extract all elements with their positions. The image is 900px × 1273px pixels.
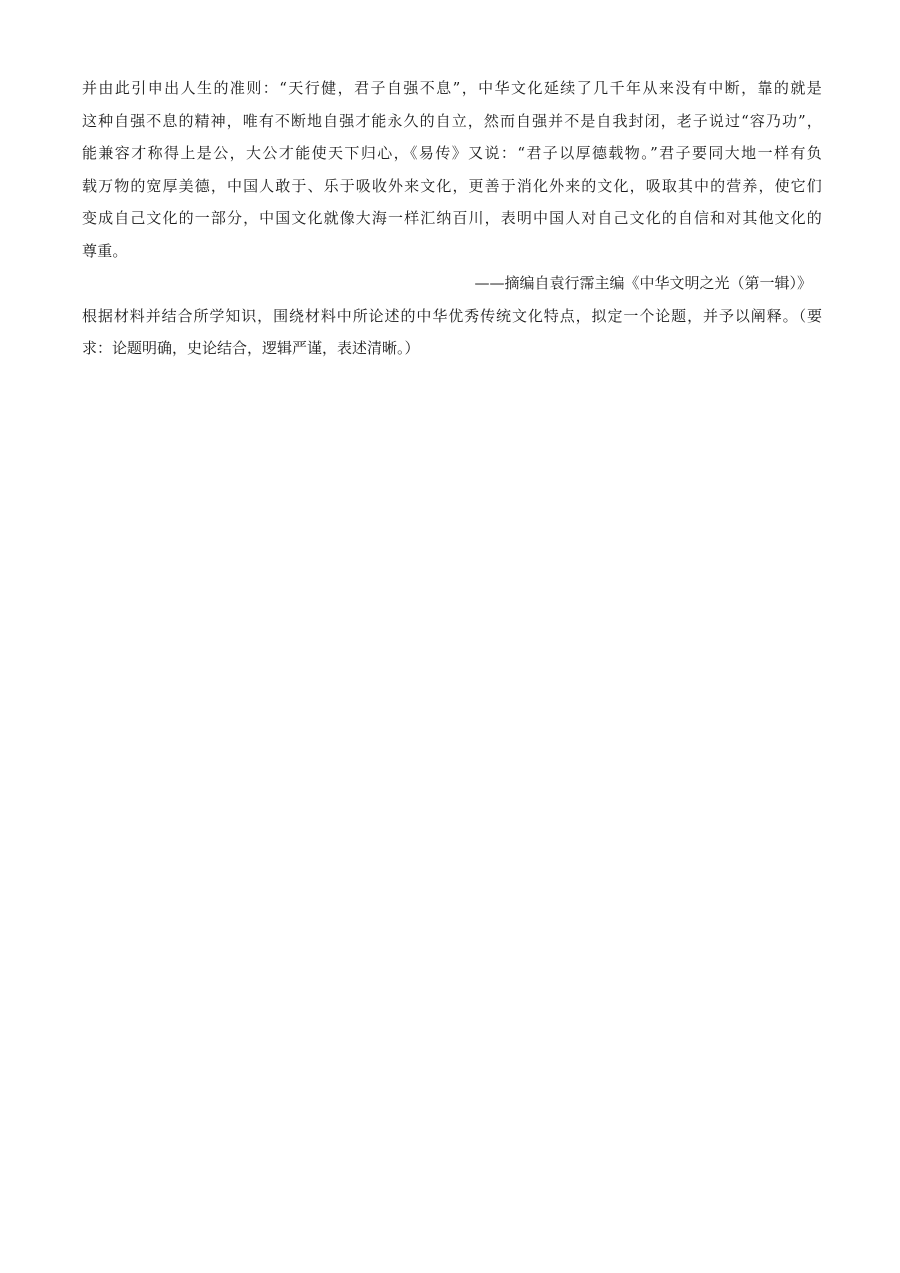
material-line: 载万物的宽厚美德，中国人敢于、乐于吸收外来文化，更善于消化外来的文化，吸取其中的营养，使它们 <box>82 176 822 195</box>
question-paragraph <box>82 300 822 365</box>
document-page <box>82 72 822 365</box>
material-paragraph <box>82 72 822 267</box>
material-line: 尊重。 <box>82 241 128 260</box>
question-line: 求：论题明确，史论结合，逻辑严谨，表述清晰。） <box>82 339 420 357</box>
material-line: 能兼容才称得上是公，大公才能使天下归心，《易传》又说：“君子以厚德载物。”君子要同大地一样有负 <box>82 144 822 162</box>
material-line: 这种自强不息的精神，唯有不断地自强才能永久的自立，然而自强并不是自我封闭，老子说过“容乃功”， <box>82 111 822 130</box>
material-line: 变成自己文化的一部分，中国文化就像大海一样汇纳百川，表明中国人对自己文化的自信和对其他文化的 <box>82 209 822 227</box>
material-source: ——摘编自袁行霈主编《中华文明之光（第一辑）》 <box>474 274 812 292</box>
question-line: 根据材料并结合所学知识，围绕材料中所论述的中华优秀传统文化特点，拟定一个论题，并予以阐释。（要 <box>82 306 822 325</box>
material-line: 并由此引申出人生的准则：“天行健，君子自强不息”，中华文化延续了几千年从来没有中断，靠的就是 <box>82 79 822 97</box>
